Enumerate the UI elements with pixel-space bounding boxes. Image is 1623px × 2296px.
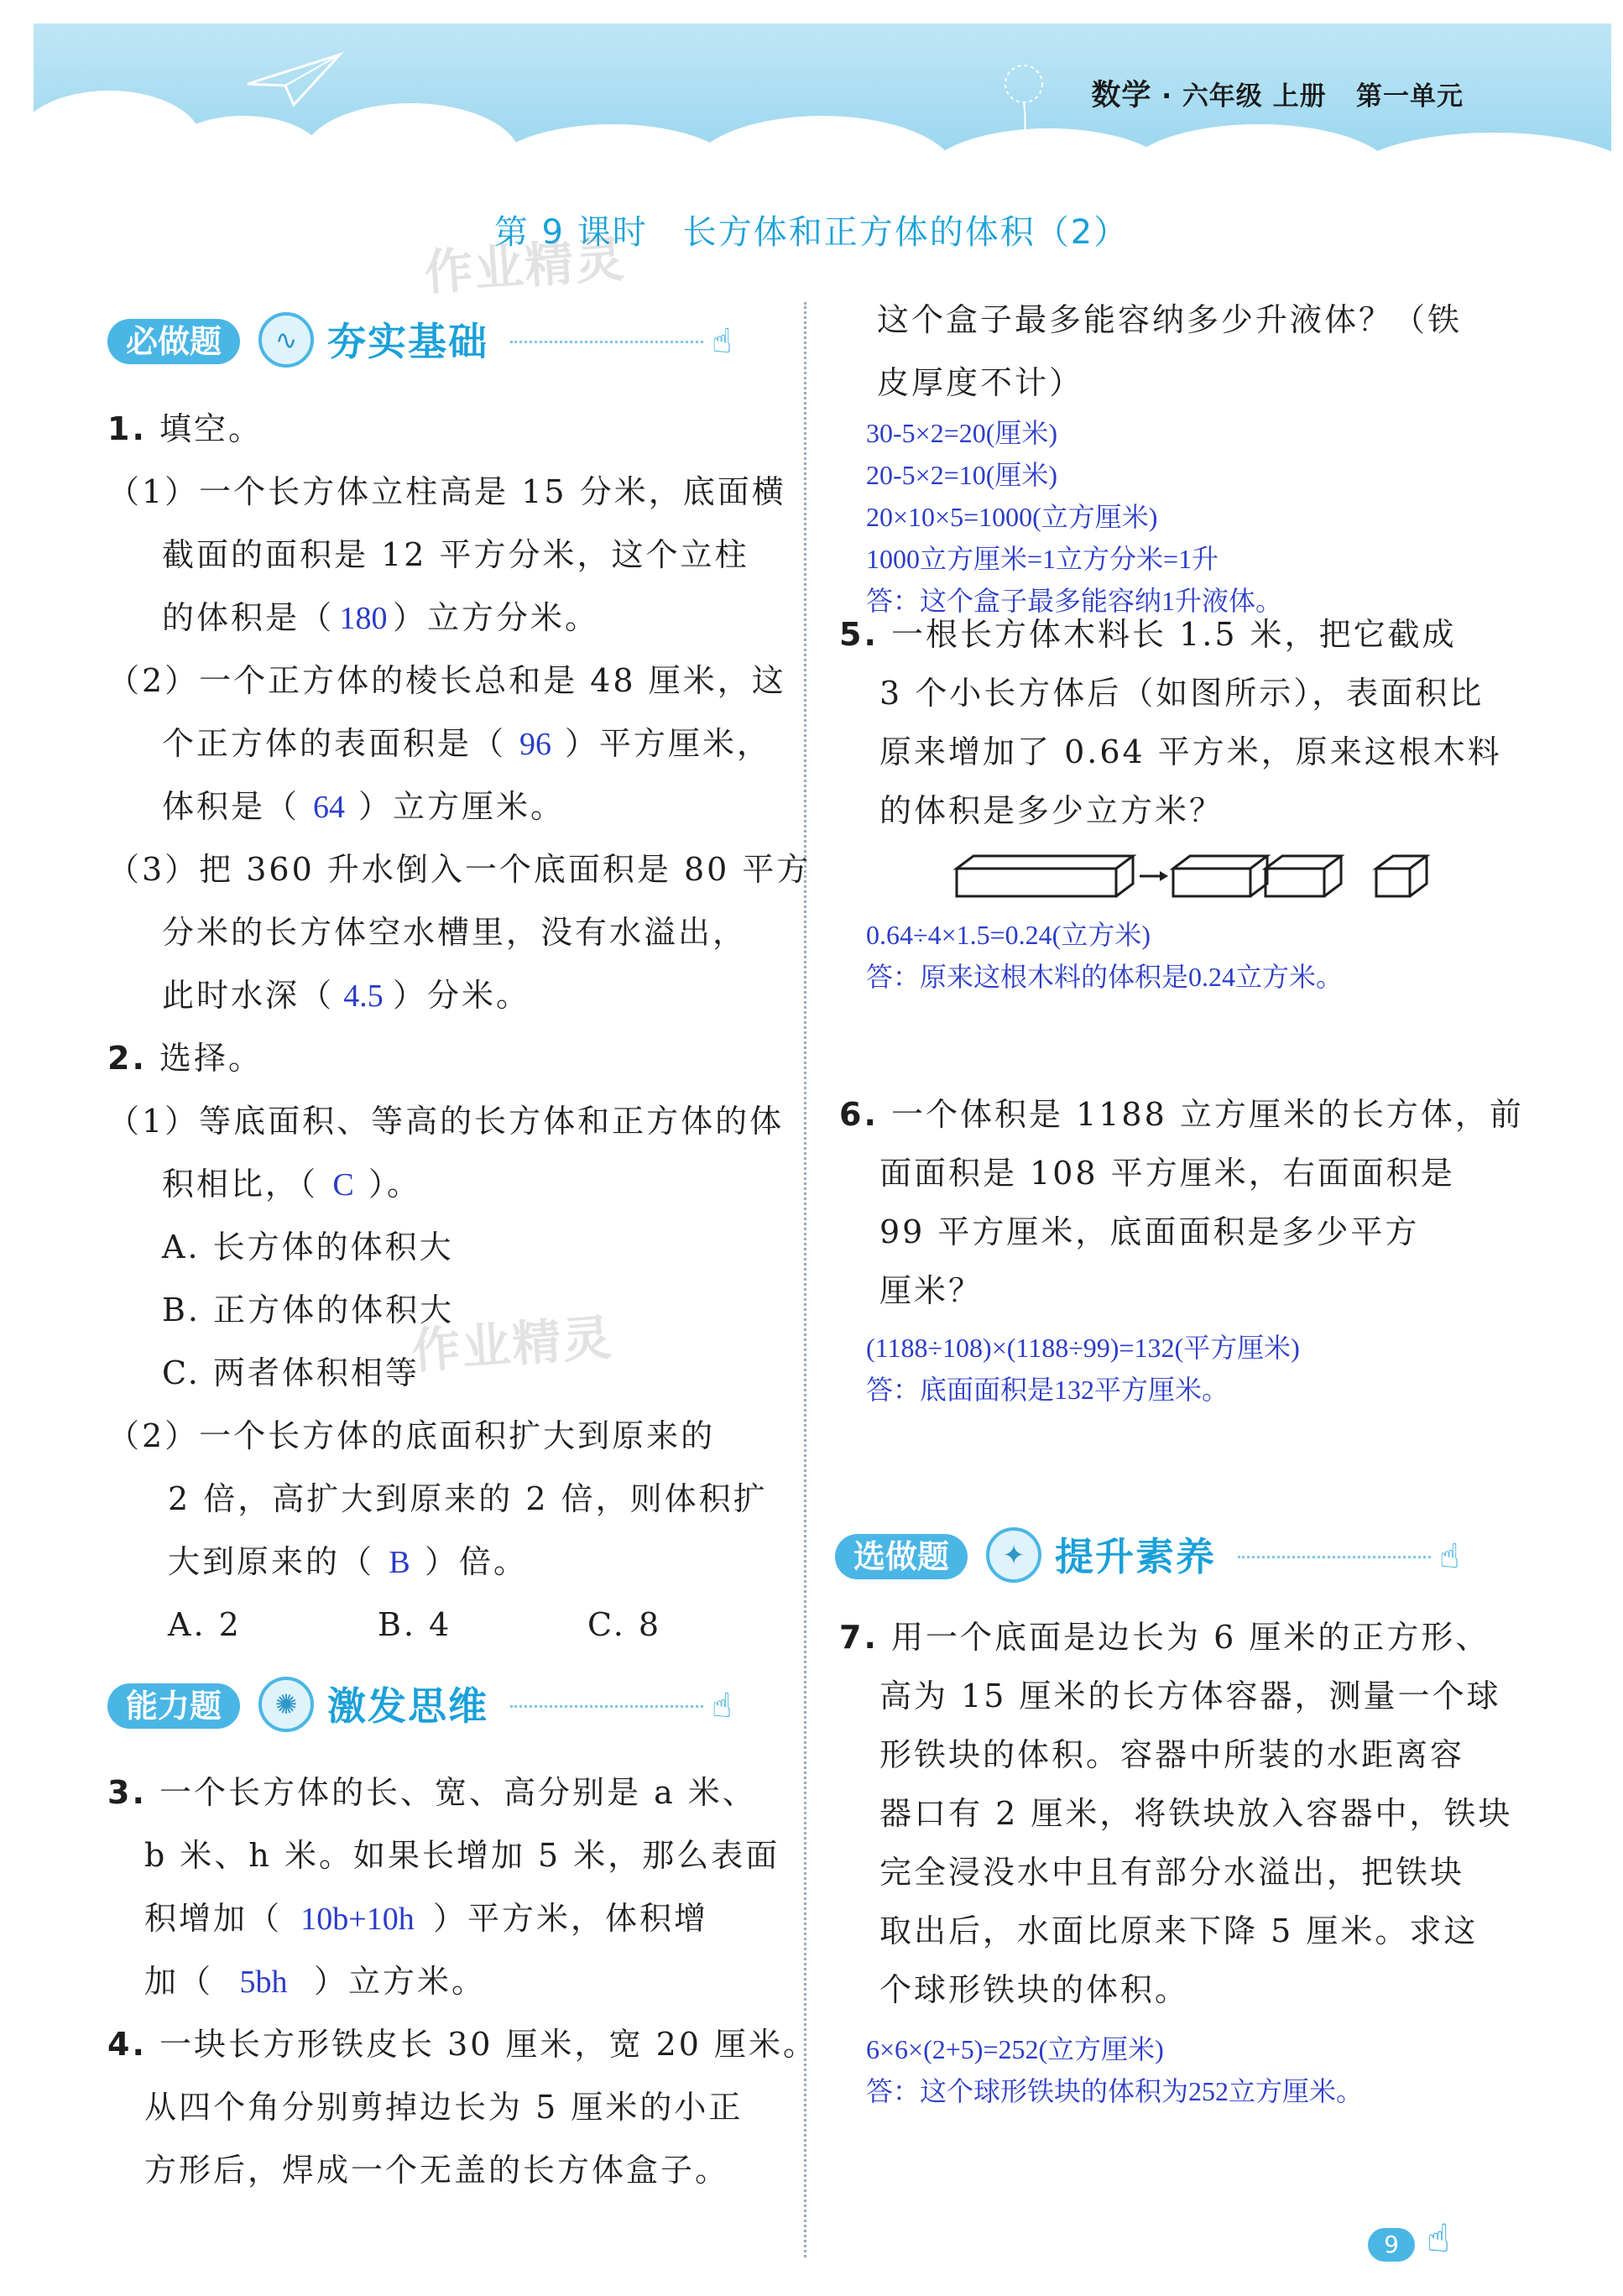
question-1-heading: 1. 填空。 [107, 410, 263, 447]
answer-blank: C [332, 1167, 354, 1203]
q4-work-line: 20×10×5=1000(立方厘米) [866, 502, 1158, 532]
q2-p2-option-b: B. 4 [378, 1606, 452, 1643]
chart-icon: ∿ [258, 312, 314, 368]
q2-p1-line1: （1）等底面积、等高的长方体和正方体的体 [107, 1103, 785, 1140]
q1-p2-line2: 个正方体的表面积是（ 96 ）平方厘米， [162, 722, 771, 766]
section-tag: 必做题 [107, 319, 240, 364]
q5-work-line: 0.64÷4×1.5=0.24(立方米) [866, 920, 1151, 950]
q6-line4: 厘米？ [879, 1272, 984, 1309]
lightbulb-icon: ✦ [986, 1527, 1041, 1583]
watermark: 作业精灵 [410, 1308, 615, 1380]
q7-work-line: 6×6×(2+5)=252(立方厘米) [866, 2034, 1164, 2064]
q4-line1: 4. 一块长方形铁皮长 30 厘米，宽 20 厘米。 [107, 2026, 818, 2063]
q7-line2: 高为 15 厘米的长方体容器，测量一个球 [879, 1678, 1501, 1714]
q7-line4: 器口有 2 厘米，将铁块放入容器中，铁块 [879, 1795, 1513, 1832]
q7-line7: 个球形铁块的体积。 [879, 1971, 1190, 2008]
hand-icon: ☝ [712, 322, 733, 361]
q1-p1-line2: 截面的面积是 12 平方分米，这个立柱 [162, 536, 749, 573]
section-required [107, 312, 754, 371]
q7-line1: 7. 用一个底面是边长为 6 厘米的正方形、 [839, 1619, 1490, 1656]
q5-line3: 原来增加了 0.64 平方米，原来这根木料 [879, 733, 1502, 770]
q4-line3: 方形后，焊成一个无盖的长方体盒子。 [144, 2152, 730, 2189]
q2-p2-option-a: A. 2 [168, 1606, 242, 1643]
section-title: 激发思维 [327, 1683, 488, 1729]
q1-p3-line3: 此时水深（ 4.5 ）分米。 [162, 973, 530, 1018]
q5-line2: 3 个小长方体后（如图所示），表面积比 [879, 675, 1485, 712]
q2-p1-line2: 积相比，（ C ）。 [162, 1162, 421, 1207]
q3-line4: 加（ 5bh ）立方米。 [144, 1959, 486, 2004]
q7-line6: 取出后，水面比原来下降 5 厘米。求这 [879, 1912, 1479, 1949]
q4-work-line: 1000立方厘米=1立方分米=1升 [866, 544, 1219, 574]
answer-blank: 10b+10h [300, 1902, 415, 1937]
q6-answer: 答：底面面积是132平方厘米。 [866, 1375, 1229, 1405]
q2-p2-line2: 2 倍，高扩大到原来的 2 倍，则体积扩 [168, 1480, 768, 1517]
answer-blank: 5bh [239, 1965, 288, 2000]
section-title: 夯实基础 [327, 319, 488, 364]
q1-p2-line3: 体积是（ 64 ）立方厘米。 [162, 785, 565, 829]
dandelion-icon [990, 59, 1057, 151]
q6-work-line: (1188÷108)×(1188÷99)=132(平方厘米) [866, 1333, 1300, 1363]
watermark: 作业精灵 [422, 230, 628, 302]
paper-plane-icon [243, 50, 344, 109]
header-volume: 上册 [1272, 81, 1327, 112]
hand-icon: ☝ [712, 1687, 733, 1725]
section-divider [1238, 1556, 1431, 1558]
section-title: 提升素养 [1055, 1534, 1216, 1579]
q3-line1: 3. 一个长方体的长、宽、高分别是 a 米、 [107, 1774, 757, 1811]
header-grade: 六年级 [1182, 81, 1263, 112]
q4-line2: 从四个角分别剪掉边长为 5 厘米的小正 [144, 2089, 744, 2126]
q1-p2-line1: （2）一个正方体的棱长总和是 48 厘米，这 [107, 662, 786, 699]
answer-blank: 4.5 [343, 978, 384, 1014]
q2-p2-line3: 大到原来的（ B ）倍。 [168, 1540, 528, 1584]
q1-p3-line1: （3）把 360 升水倒入一个底面积是 80 平方 [107, 851, 812, 888]
q3-line2: b 米、h 米。如果长增加 5 米，那么表面 [144, 1837, 780, 1874]
q5-answer: 答：原来这根木料的体积是0.24立方米。 [866, 962, 1344, 992]
header-info [1091, 72, 1464, 114]
section-optional [835, 1527, 1490, 1586]
lesson-title: 第 9 课时 长方体和正方体的体积（2） [493, 213, 1130, 252]
q7-line5: 完全浸没水中且有部分水溢出，把铁块 [879, 1854, 1465, 1891]
answer-blank: 180 [339, 601, 388, 636]
q6-line2: 面面积是 108 平方厘米，右面面积是 [879, 1155, 1455, 1192]
q2-p1-option-c: C. 两者体积相等 [162, 1354, 420, 1391]
section-tag: 能力题 [107, 1683, 240, 1729]
header-subject: 数学 [1091, 79, 1152, 112]
section-divider [510, 1705, 703, 1708]
q2-p1-option-a: A. 长方体的体积大 [162, 1229, 454, 1265]
q4-work-line: 30-5×2=20(厘米) [866, 418, 1058, 448]
wood-cutting-diagram [948, 848, 1435, 906]
q4-work-line: 20-5×2=10(厘米) [866, 460, 1058, 490]
header-dot: · [1161, 81, 1173, 112]
q2-p2-line1: （2）一个长方体的底面积扩大到原来的 [107, 1417, 716, 1454]
hand-icon: ☝ [1427, 2215, 1451, 2261]
q4-line4: 这个盒子最多能容纳多少升液体？（铁 [877, 301, 1463, 338]
q5-line4: 的体积是多少立方米？ [879, 792, 1224, 829]
brain-icon: ✺ [258, 1677, 314, 1732]
header-unit: 第一单元 [1356, 81, 1464, 112]
q6-line3: 99 平方厘米，底面面积是多少平方 [879, 1213, 1420, 1250]
section-tag: 选做题 [835, 1534, 968, 1579]
page-number: 9 [1368, 2228, 1415, 2262]
q4-answer: 答：这个盒子最多能容纳1升液体。 [866, 586, 1283, 616]
answer-blank: B [389, 1545, 410, 1580]
q2-p2-option-c: C. 8 [587, 1606, 662, 1643]
q1-p3-line2: 分米的长方体空水槽里，没有水溢出， [162, 914, 748, 951]
q1-p1-line1: （1）一个长方体立柱高是 15 分米，底面横 [107, 473, 786, 510]
q7-line3: 形铁块的体积。容器中所装的水距离容 [879, 1736, 1465, 1773]
section-divider [510, 341, 703, 343]
q1-p1-line3: 的体积是（ 180 ）立方分米。 [162, 596, 599, 640]
question-2-heading: 2. 选择。 [107, 1040, 263, 1077]
q3-line3: 积增加（ 10b+10h ）平方米，体积增 [144, 1897, 708, 1941]
section-ability [107, 1677, 754, 1735]
answer-blank: 96 [519, 727, 552, 762]
q6-line1: 6. 一个体积是 1188 立方厘米的长方体，前 [839, 1096, 1524, 1133]
q2-p1-option-b: B. 正方体的体积大 [162, 1292, 455, 1328]
q4-line5: 皮厚度不计） [877, 364, 1084, 401]
q7-answer: 答：这个球形铁块的体积为252立方厘米。 [866, 2076, 1364, 2106]
column-divider [804, 302, 806, 2257]
hand-icon: ☝ [1439, 1537, 1460, 1576]
answer-blank: 64 [313, 790, 346, 825]
q5-line1: 5. 一根长方体木料长 1.5 米，把它截成 [839, 616, 1457, 653]
